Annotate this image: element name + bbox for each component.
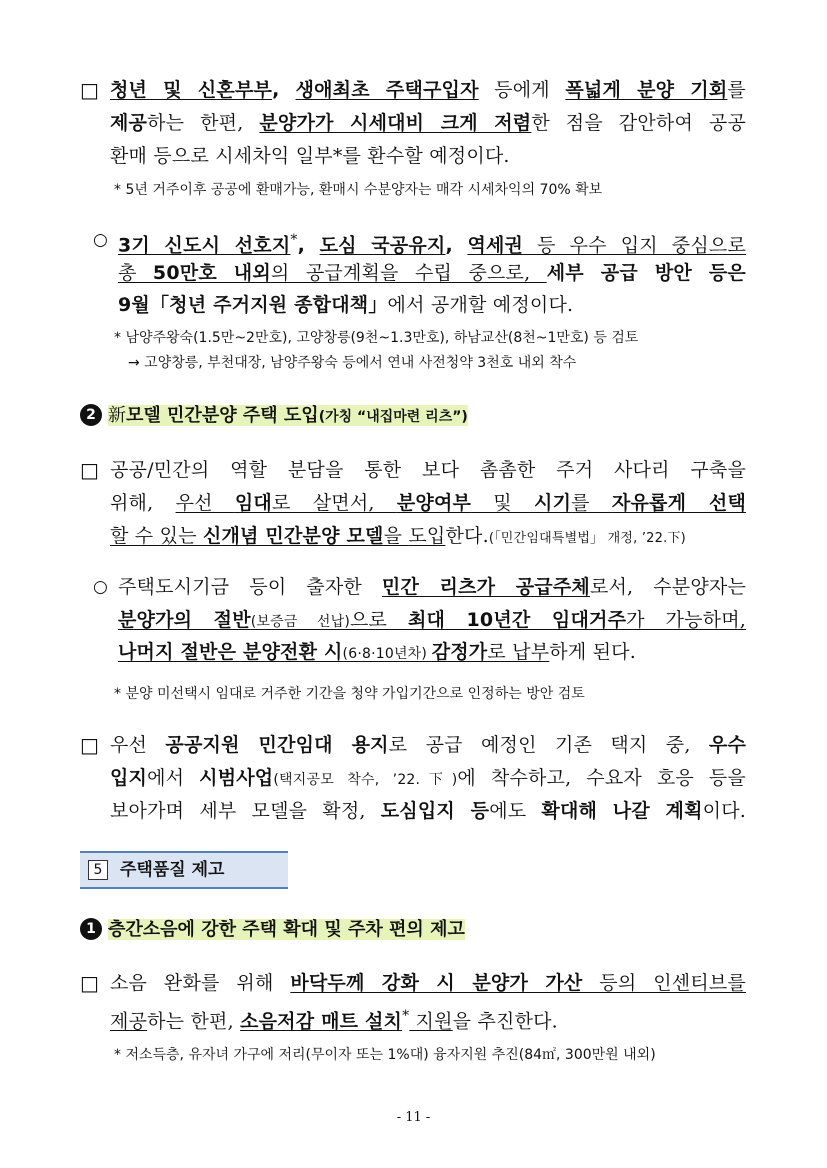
footnote: * 저소득층, 유자녀 가구에 저리(무이자 또는 1%대) 융자지원 추진(84㎡, 300만원 내외)	[114, 1047, 656, 1063]
square-bullet: □	[80, 458, 99, 482]
footnote: * 분양 미선택시 임대로 거주한 기간을 청약 가입기간으로 인정하는 방안 검토	[114, 686, 585, 702]
square-bullet: □	[80, 971, 99, 995]
page-number: - 11 -	[396, 1110, 431, 1125]
circle-bullet: ○	[93, 577, 108, 597]
text-line: 보아가며 세부 모델을 확정, 도심입지 등에도 확대해 나갈 계획이다.	[110, 800, 746, 822]
section-number: 5	[88, 860, 108, 880]
footnote: * 남양주왕숙(1.5만~2만호), 고양창릉(9천~1.3만호), 하남교산(8천~1만호) 등 검토	[114, 330, 639, 346]
square-bullet: □	[80, 733, 99, 757]
section-title: 주택품질 제고	[120, 860, 225, 880]
text-line: 주택도시기금 등이 출자한 민간 리츠가 공급주체로서, 수분양자는	[118, 576, 746, 598]
footnote-detail: → 고양창릉, 부천대장, 남양주왕숙 등에서 연내 사전청약 3천호 내외 착수	[128, 355, 577, 371]
text-line: 할 수 있는 신개념 민간분양 모델을 도입한다.(「민간임대특별법」 개정, ’22.下)	[110, 525, 686, 547]
number-badge: 2	[80, 404, 102, 426]
text-line: 나머지 절반은 분양전환 시(6·8·10년차) 감정가로 납부하게 된다.	[118, 641, 636, 663]
footnote: * 5년 거주이후 공공에 환매가능, 환매시 수분양자는 매각 시세차익의 70% 확보	[114, 182, 603, 198]
text-line: 제공하는 한편, 소음저감 매트 설치* 지원을 추진한다.	[110, 1008, 558, 1033]
text-line: 환매 등으로 시세차익 일부*를 환수할 예정이다.	[110, 145, 510, 167]
text-line: 분양가의 절반(보증금 선납)으로 최대 10년간 임대거주가 가능하며,	[118, 609, 746, 631]
text-line: 제공하는 한편, 분양가가 시세대비 크게 저렴한 점을 감안하여 공공	[110, 112, 747, 134]
square-bullet: □	[80, 78, 99, 102]
circle-bullet: ○	[93, 230, 108, 250]
text-line: 총 50만호 내외의 공급계획을 수립 중으로, 세부 공급 방안 등은	[118, 262, 746, 284]
subheading-new-model: 2 新모델 민간분양 주택 도입(가칭 “내집마련 리츠”)	[80, 402, 468, 431]
text-line: 공공/민간의 역할 분담을 통한 보다 촘촘한 주거 사다리 구축을	[110, 459, 746, 481]
number-badge: 1	[80, 918, 102, 940]
text-line: 소음 완화를 위해 바닥두께 강화 시 분양가 가산 등의 인센티브를	[110, 972, 746, 994]
section-header-housing-quality	[80, 851, 288, 889]
text-line: 9월「청년 주거지원 종합대책」에서 공개할 예정이다.	[118, 294, 574, 316]
text-line: 3기 신도시 선호지*, 도심 국공유지, 역세권 등 우수 입지 중심으로	[118, 232, 746, 257]
subheading-noise: 1 층간소음에 강한 주택 확대 및 주차 편의 제고	[80, 916, 465, 944]
text-line: 위해, 우선 임대로 살면서, 분양여부 및 시기를 자유롭게 선택	[110, 492, 747, 514]
text-line: 입지에서 시범사업(택지공모 착수, ’22.下)에 착수하고, 수요자 호응 등을	[110, 767, 746, 789]
text-line: 청년 및 신혼부부, 생애최초 주택구입자 등에게 폭넓게 분양 기회를	[110, 79, 746, 101]
text-line: 우선 공공지원 민간임대 용지로 공급 예정인 기존 택지 중, 우수	[110, 734, 747, 756]
